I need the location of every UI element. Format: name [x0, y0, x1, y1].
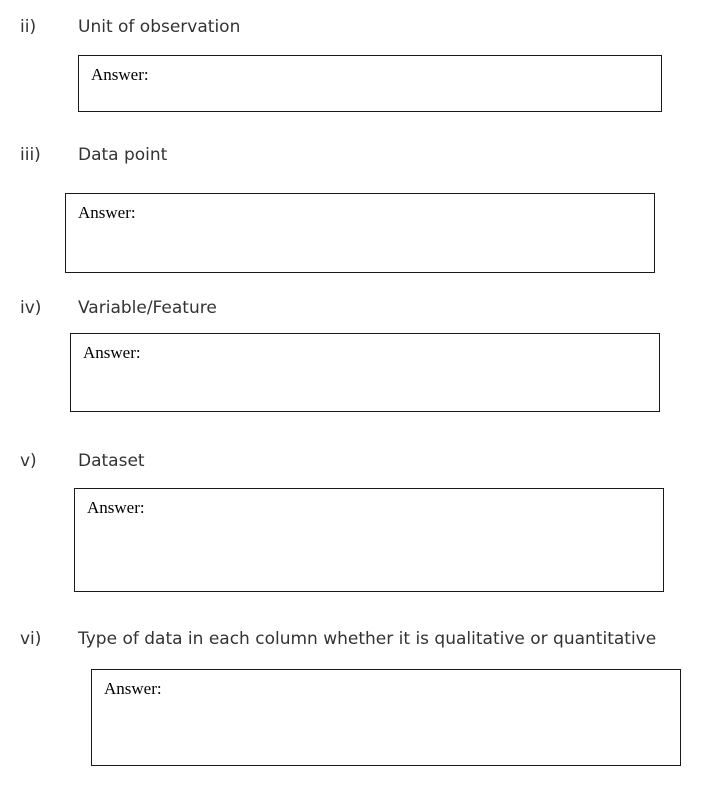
- question-number: iii): [20, 145, 41, 165]
- answer-box[interactable]: [78, 55, 662, 112]
- answer-box[interactable]: [65, 193, 655, 273]
- question-number: iv): [20, 298, 42, 318]
- answer-label: Answer:: [87, 498, 145, 517]
- question-text: Dataset: [78, 451, 145, 471]
- question-number: vi): [20, 629, 42, 649]
- question-text: Variable/Feature: [78, 298, 217, 318]
- question-text: Data point: [78, 145, 168, 165]
- answer-label: Answer:: [104, 679, 162, 698]
- answer-box[interactable]: [70, 333, 660, 412]
- question-number: v): [20, 451, 37, 471]
- answer-box[interactable]: [74, 488, 664, 592]
- answer-box[interactable]: [91, 669, 681, 766]
- answer-label: Answer:: [78, 203, 136, 222]
- question-text: Unit of observation: [78, 17, 241, 37]
- question-text: Type of data in each column whether it is qualitative or quantitative: [78, 629, 657, 649]
- question-number: ii): [20, 17, 37, 37]
- answer-label: Answer:: [91, 65, 149, 84]
- answer-label: Answer:: [83, 343, 141, 362]
